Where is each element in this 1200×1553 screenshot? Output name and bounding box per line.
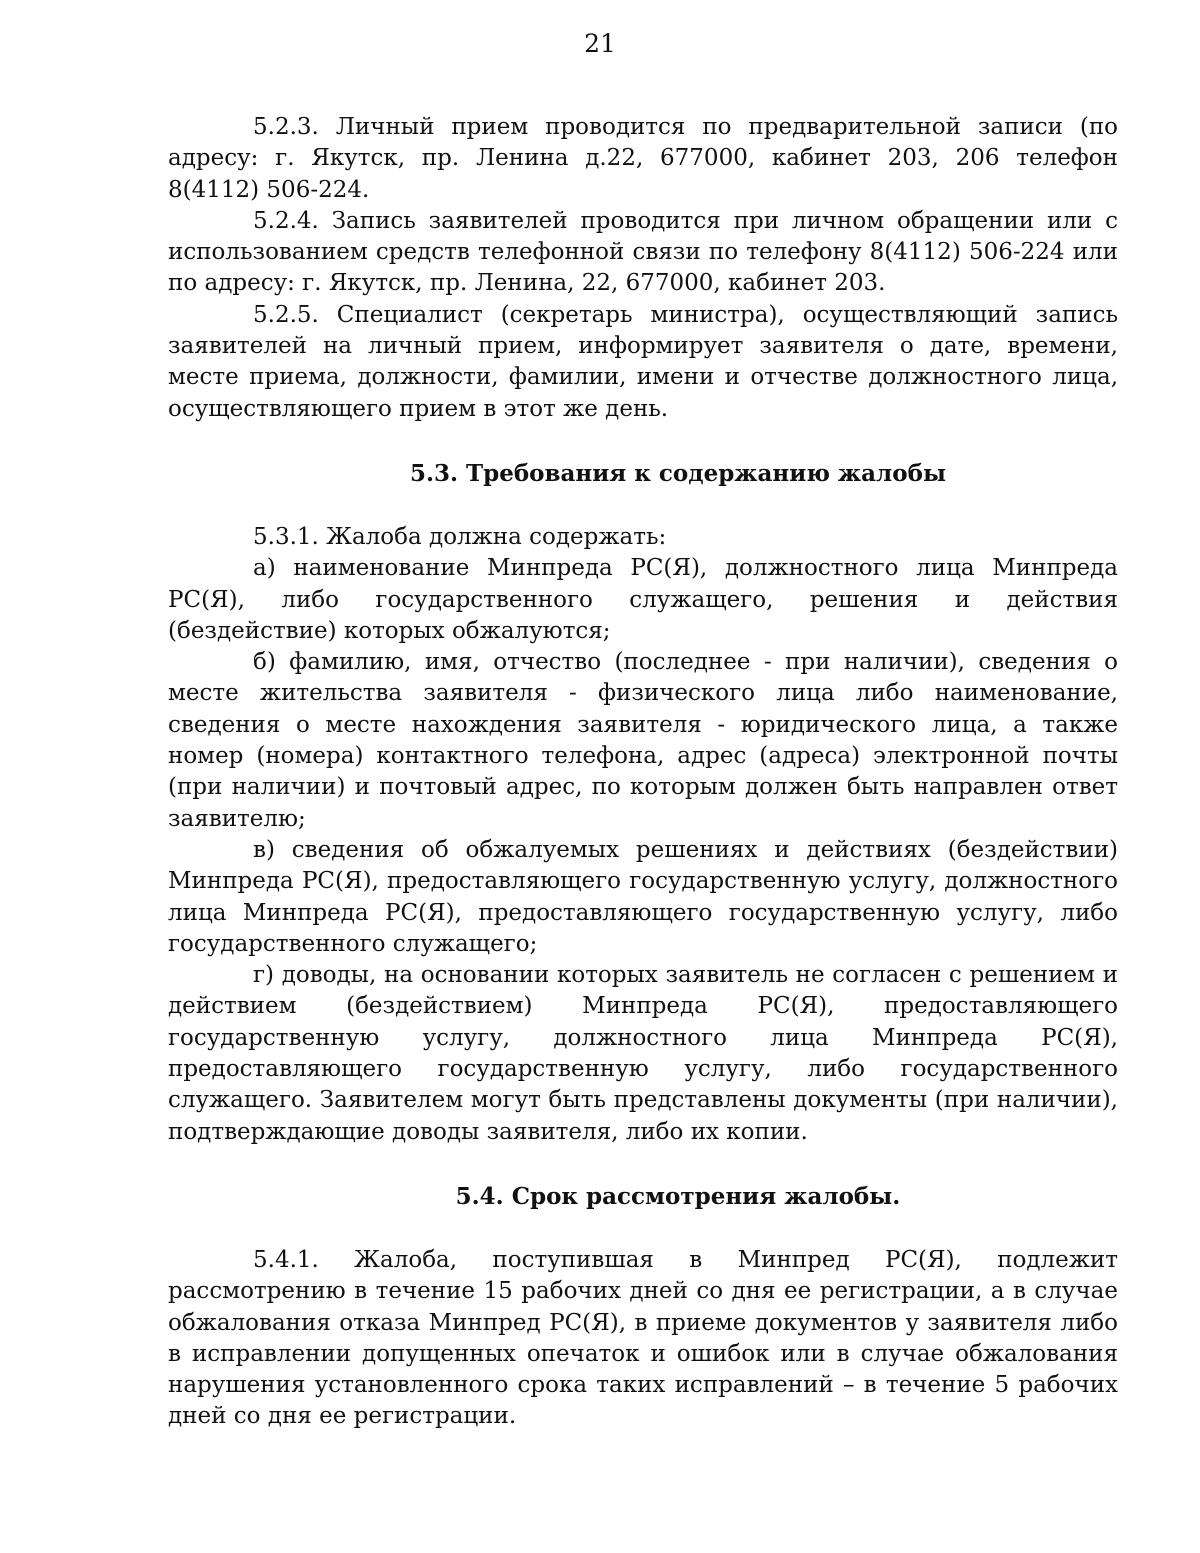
page-number: 21 xyxy=(584,29,616,58)
paragraph-5-2-3: 5.2.3. Личный прием проводится по предварительной записи (по адресу: г. Якутск, пр. Ленина д.22, 677000, кабинет 203, 206 телефон 8(4112) 506-224. xyxy=(168,114,1118,203)
list-item-b: б) фамилию, имя, отчество (последнее - при наличии), сведения о месте жительства заявителя - физического лица либо наименование, сведения о месте нахождения заявителя - юридического лица, а также номер (номера) контактного телефона, адрес (адреса) электронной почты (при наличии) и почтовый адрес, по которым должен быть направлен ответ заявителю; xyxy=(168,649,1118,832)
section-heading-5-3: 5.3. Требования к содержанию жалобы xyxy=(409,459,947,487)
paragraph-5-4-1: 5.4.1. Жалоба, поступившая в Минпред РС(Я), подлежит рассмотрению в течение 15 рабочих дней со дня ее регистрации, а в случае обжалования отказа Минпред РС(Я), в приеме документов у заявителя либо в исправлении допущенных опечаток и ошибок или в случае обжалования нарушения установленного срока таких исправлений – в течение 5 рабочих дней со дня ее регистрации. xyxy=(168,1246,1118,1430)
document-body xyxy=(168,112,1118,1433)
list-item-g: г) доводы, на основании которых заявитель не согласен с решением и действием (бездействием) Минпреда РС(Я), предоставляющего государственную услугу, должностного лица Минпреда РС(Я), предоставляющего государственную услугу, либо государственного служащего. Заявителем могут быть представлены документы (при наличии), подтверждающие доводы заявителя, либо их копии. xyxy=(168,962,1118,1145)
paragraph-5-3-1: 5.3.1. Жалоба должна содержать: xyxy=(253,523,667,550)
section-heading-5-4: 5.4. Срок рассмотрения жалобы. xyxy=(455,1182,901,1210)
list-item-a: а) наименование Минпреда РС(Я), должностного лица Минпреда РС(Я), либо государственного служащего, решения и действия (бездействие) которых обжалуются; xyxy=(168,555,1118,644)
paragraph-5-2-4: 5.2.4. Запись заявителей проводится при личном обращении или с использованием средств телефонной связи по телефону 8(4112) 506-224 или по адресу: г. Якутск, пр. Ленина, 22, 677000, кабинет 203. xyxy=(168,207,1118,297)
list-item-v: в) сведения об обжалуемых решениях и действиях (бездействии) Минпреда РС(Я), предоставляющего государственную услугу, должностного лица Минпреда РС(Я), предоставляющего государственную услугу, либо государственного служащего; xyxy=(168,836,1118,957)
paragraph-5-2-5: 5.2.5. Специалист (секретарь министра), осуществляющий запись заявителей на личный прием, информирует заявителя о дате, времени, месте приема, должности, фамилии, имени и отчестве должностного лица, осуществляющего прием в этот же день. xyxy=(168,301,1118,422)
